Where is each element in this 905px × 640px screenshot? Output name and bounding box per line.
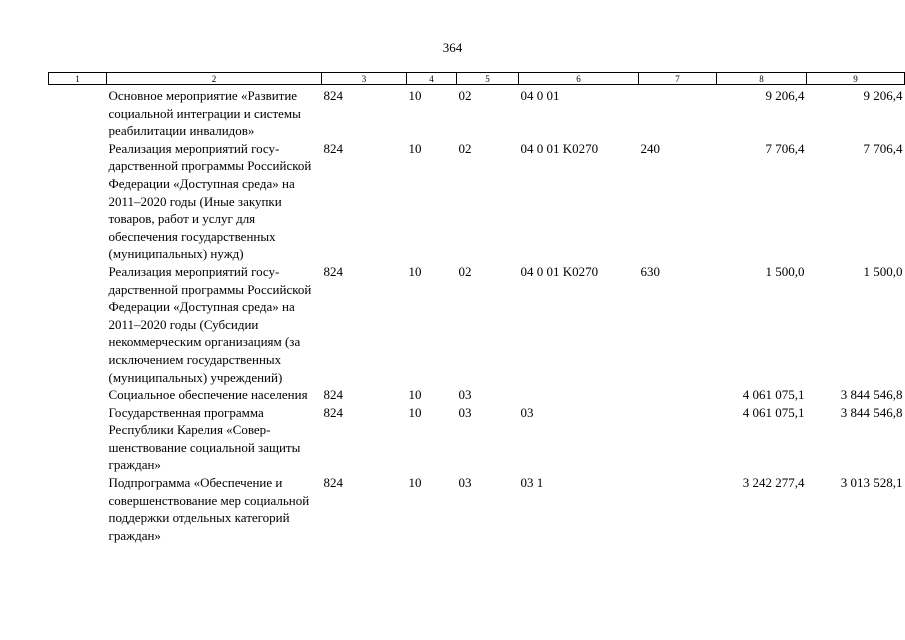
expense-type-code: 630	[640, 263, 660, 279]
subsection-code: 03	[458, 404, 472, 420]
amount-col-9: 3 013 528,1	[840, 475, 903, 491]
subsection-code: 02	[458, 88, 472, 103]
amount-col-8: 7 706,4	[765, 140, 805, 156]
amount-col-9: 3 844 546,8	[840, 387, 903, 403]
section-code: 10	[408, 88, 422, 103]
amount-col-9: 9 206,4	[863, 88, 903, 103]
target-article-code	[519, 386, 639, 404]
admin-code: 824	[323, 475, 343, 491]
table-row	[49, 386, 905, 404]
table-row	[49, 263, 905, 386]
admin-code: 824	[323, 88, 343, 103]
column-header-2: 2	[107, 73, 322, 85]
expense-type-code	[639, 474, 717, 544]
target-article-code: 03 1	[520, 475, 544, 491]
expense-type-code	[639, 85, 717, 140]
table-row	[49, 140, 905, 263]
subsection-code: 03	[458, 387, 472, 403]
column-header-5: 5	[457, 73, 519, 85]
empty-cell	[49, 404, 107, 474]
admin-code: 824	[323, 404, 343, 420]
expense-type-code	[639, 386, 717, 404]
row-name: Основное мероприятие «Развитие социальной интеграции и системы реабилитации инвалидов»	[108, 88, 301, 139]
table-row	[49, 404, 905, 474]
table-row	[49, 474, 905, 544]
table-row	[49, 85, 905, 140]
subsection-code: 02	[458, 263, 472, 279]
column-header-4: 4	[407, 73, 457, 85]
row-name: Подпрограмма «Обеспечение и совершенствование мер социальной поддержки отдельных категорий граждан»	[108, 475, 310, 543]
row-name: Реализация мероприятий государственной программы Российской Федерации «Доступная среда» на 2011–2020 годы (Иные закупки товаров, работ и услуг для обеспечения государственных (муниципальных) нужд)	[108, 140, 312, 262]
expense-type-code: 240	[640, 140, 660, 156]
budget-table	[48, 72, 905, 544]
amount-col-8: 4 061 075,1	[742, 404, 805, 420]
empty-cell	[49, 474, 107, 544]
target-article-code: 04 0 01 K0270	[520, 263, 599, 279]
empty-cell	[49, 85, 107, 140]
section-code: 10	[408, 387, 422, 403]
column-header-3: 3	[322, 73, 407, 85]
empty-cell	[49, 386, 107, 404]
column-header-6: 6	[519, 73, 639, 85]
section-code: 10	[408, 404, 422, 420]
section-code: 10	[408, 140, 422, 156]
column-header-1: 1	[49, 73, 107, 85]
amount-col-8: 1 500,0	[765, 263, 805, 279]
row-name: Государственная программа Республики Карелия «Совершенствование социальной защиты граждан»	[108, 404, 301, 473]
column-header-9: 9	[807, 73, 905, 85]
empty-cell	[49, 140, 107, 263]
target-article-code: 04 0 01	[520, 88, 560, 103]
row-name: Социальное обеспечение населения	[108, 387, 308, 403]
amount-col-8: 4 061 075,1	[742, 387, 805, 403]
amount-col-9: 1 500,0	[863, 263, 903, 279]
amount-col-8: 9 206,4	[765, 88, 805, 103]
amount-col-9: 7 706,4	[863, 140, 903, 156]
empty-cell	[49, 263, 107, 386]
admin-code: 824	[323, 140, 343, 156]
column-header-8: 8	[717, 73, 807, 85]
column-header-7: 7	[639, 73, 717, 85]
target-article-code: 03	[520, 404, 534, 420]
admin-code: 824	[323, 387, 343, 403]
expense-type-code	[639, 404, 717, 474]
subsection-code: 02	[458, 140, 472, 156]
section-code: 10	[408, 475, 422, 491]
column-number-header	[49, 73, 905, 85]
admin-code: 824	[323, 263, 343, 279]
row-name: Реализация мероприятий государственной программы Российской Федерации «Доступная среда» на 2011–2020 годы (Субсидии некоммерческим организациям (за исключением государственных (муниципальных) учреждений)	[108, 263, 312, 385]
section-code: 10	[408, 263, 422, 279]
amount-col-8: 3 242 277,4	[742, 475, 805, 491]
page-number: 364	[442, 40, 463, 55]
amount-col-9: 3 844 546,8	[840, 404, 903, 420]
subsection-code: 03	[458, 475, 472, 491]
target-article-code: 04 0 01 K0270	[520, 140, 599, 156]
